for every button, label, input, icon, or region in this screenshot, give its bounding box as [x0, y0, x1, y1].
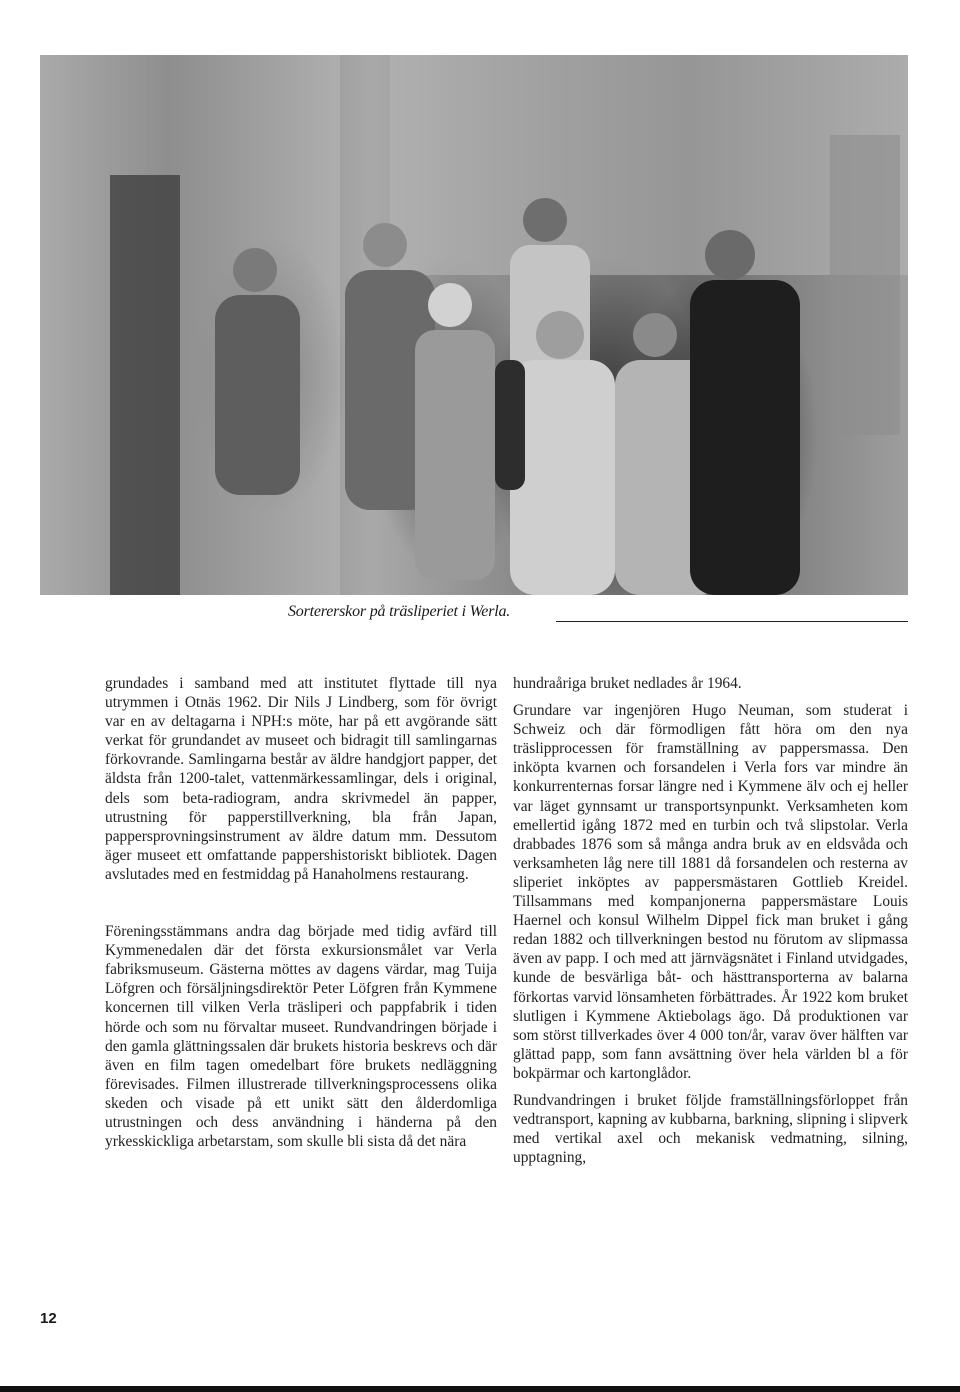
paragraph-gap: [513, 693, 908, 701]
paragraph-gap: [105, 884, 497, 922]
right-column: [513, 674, 908, 1167]
bottom-border: [0, 1386, 960, 1392]
page-number: 12: [40, 1310, 57, 1327]
caption-divider: [556, 621, 908, 622]
historical-group-photo: [40, 55, 908, 595]
paragraph: Föreningsstämmans andra dag började med tidig avfärd till Kymmenedalen där det första exkursionsmålet var Verla fabriksmuseum. Gästerna möttes av dagens värdar, mag Tuija Löfgren och försäljningsdirektör Peter Löfgren från Kymmene koncernen till vilken Verla träsliperi och pappfabrik i tiden hörde och som nu förvaltar museet. Rundvandringen började i den gamla glättningssalen där brukets historia beskrevs och där även en film tagen omedelbart före brukets nedläggning förevisades. Filmen illustrerade tillverkningsprocessens olika skeden och visade på ett unikt sätt den ålderdomliga utrustningen och dess användning i händerna på den yrkesskickliga arbetarstam, som skulle bli sista då det nära: [105, 923, 497, 1151]
paragraph: grundades i samband med att institutet flyttade till nya utrymmen i Otnäs 1962. Dir Nils J Lindberg, som för övrigt var en av deltagarna i NPH:s möte, har på ett avgörande sätt verkat för grundandet av museet och bidragit till samlingarnas förkovrande. Samlingarna består av äldre handgjort papper, det äldsta från 1200-talet, vattenmärkessamlingar, dels i original, dels som beta-radiogram, andra skrivmedel än papper, utrustning för papperstillverkning, bla från Japan, pappersprovningsinstrument av äldre datum mm. Dessutom äger museet ett omfattande pappershistoriskt bibliotek. Dagen avslutades med en festmiddag på Hanaholmens restaurang.: [105, 675, 497, 883]
paragraph: Rundvandringen i bruket följde framställningsförloppet från vedtransport, kapning av kubbarna, barkning, slipning i slipverk med vertikal axel och mekanisk vedmatning, silning, upptagning,: [513, 1091, 908, 1167]
paragraph: Grundare var ingenjören Hugo Neuman, som studerat i Schweiz och där förmodligen fått höra om den nya träslipprocessen för framställning av pappersmassa. Den inköpta kvarnen och forsandelen i Verla fors var mindre än konkurrenternas forsar längre ned i Kymmene älv och ej heller var läget gynnsamt ur transportsynpunkt. Verksamheten kom emellertid igång 1872 med en turbin och två slipstolar. Verla drabbades 1876 som så många andra bruk av en eldsvåda och verksamheten låg nere till 1881 då forsandelen och resterna av sliperiet inköptes av pappersmästaren Gottlieb Kreidel. Tillsammans med kompanjonerna pappersmästare Louis Haernel och konsul Wilhelm Dippel fick man bruket i gång redan 1882 och tillverkningen bestod nu förutom av slipmassa även av papp. I och med att järnvägsnätet i Finland utvidgades, kunde de besvärliga båt- och hästtransporterna av balarna förkortas varvid lönsamheten förbättrades. År 1922 kom bruket slutligen i Kymmene Aktiebolags ägo. Då produktionen var som störst tillverkades över 4 000 ton/år, varav över hälften var glättad papp, som fann avsättning över hela världen bl a för bokpärmar och kartonglådor.: [513, 702, 908, 1082]
photo-caption: Sortererskor på träsliperiet i Werla.: [288, 603, 511, 620]
paragraph: hundraåriga bruket nedlades år 1964.: [513, 675, 742, 692]
left-column: [105, 674, 497, 1151]
photo-figures: [40, 55, 908, 595]
paragraph-gap: [513, 1083, 908, 1091]
